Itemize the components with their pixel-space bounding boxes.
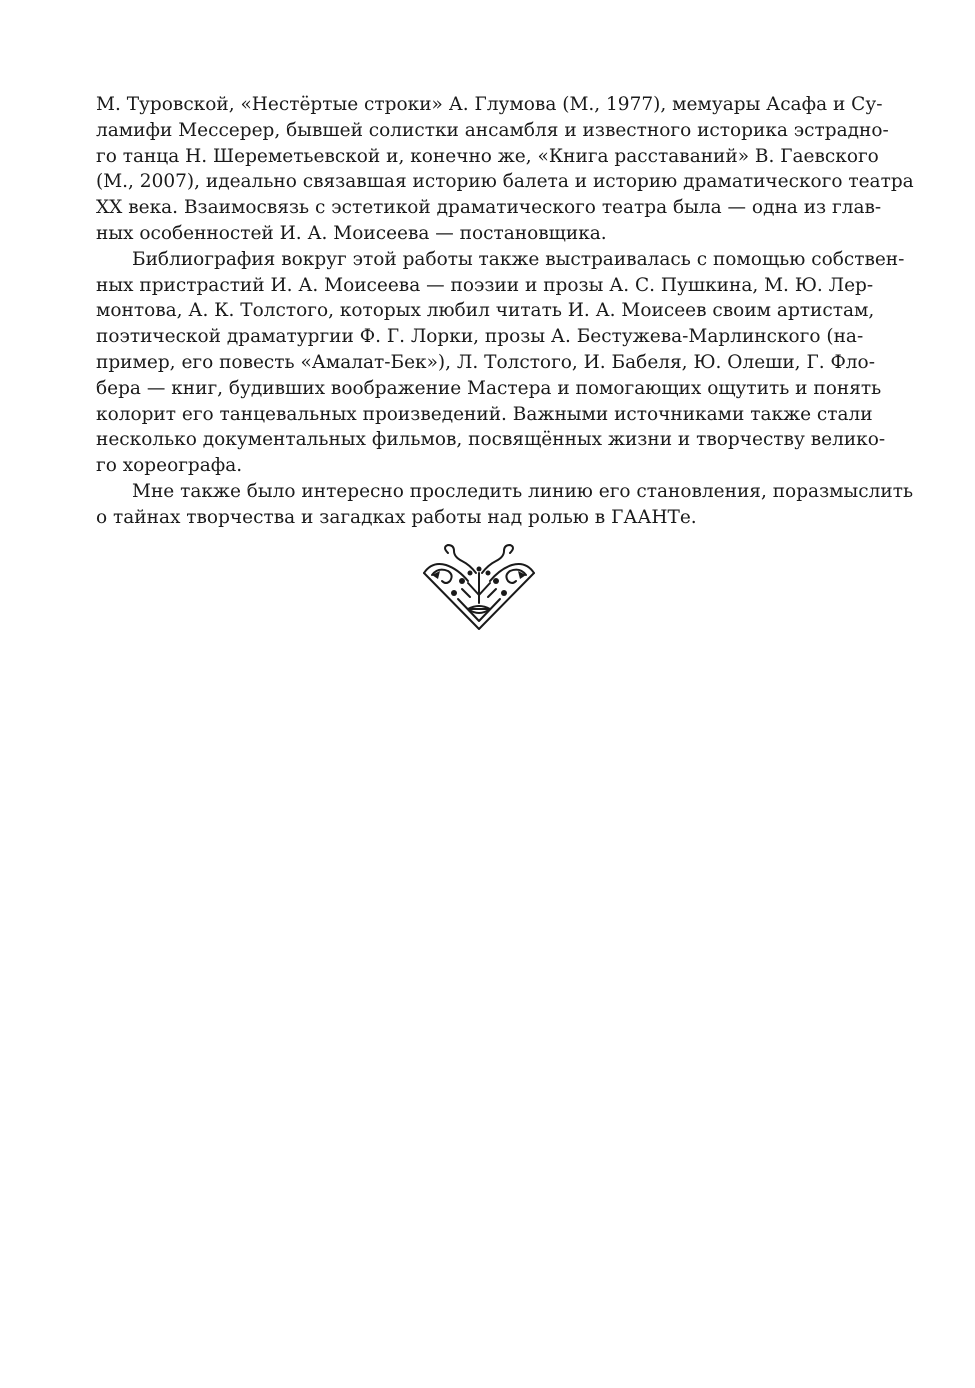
text-line: го танца Н. Шереметьевской и, конечно же, «Книга расставаний» В. Гаевского	[96, 145, 879, 167]
document-body	[96, 92, 914, 531]
text-line: монтова, А. К. Толстого, которых любил читать И. А. Моисеев своим артистам,	[96, 300, 875, 322]
folk-ornament-icon	[418, 543, 540, 633]
text-line: ных особенностей И. А. Моисеева — постановщика.	[96, 222, 607, 244]
text-line: М. Туровской, «Нестёртые строки» А. Глумова (М., 1977), мемуары Асафа и Су-	[96, 94, 883, 115]
text-line: XX века. Взаимосвязь с эстетикой драматического театра была — одна из глав-	[96, 197, 882, 219]
text-line: ных пристрастий И. А. Моисеева — поэзии и прозы А. С. Пушкина, М. Ю. Лер-	[96, 274, 874, 296]
text-line: Библиография вокруг этой работы также выстраивалась с помощью собствен-	[132, 248, 905, 270]
paragraph-2	[96, 247, 905, 479]
text-line: пример, его повесть «Амалат-Бек»), Л. Толстого, И. Бабеля, Ю. Олеши, Г. Фло-	[96, 351, 875, 373]
paragraph-1	[96, 92, 914, 247]
paragraph-3	[96, 479, 914, 531]
text-line: поэтической драматургии Ф. Г. Лорки, прозы А. Бестужева-Марлинского (на-	[96, 326, 864, 348]
text-line: го хореографа.	[96, 455, 243, 477]
text-line: бера — книг, будивших воображение Мастера и помогающих ощутить и понять	[96, 377, 882, 399]
text-line: колорит его танцевальных произведений. Важными источниками также стали	[96, 403, 873, 425]
text-line: (М., 2007), идеально связавшая историю балета и историю драматического театра	[96, 171, 914, 193]
text-line: ламифи Мессерер, бывшей солистки ансамбля и известного историка эстрадно-	[96, 119, 889, 141]
text-line: о тайнах творчества и загадках работы над ролью в ГААНТе.	[96, 506, 697, 528]
text-line: Мне также было интересно проследить линию его становления, поразмыслить	[132, 480, 914, 502]
text-line: несколько документальных фильмов, посвящённых жизни и творчеству велико-	[96, 429, 886, 451]
